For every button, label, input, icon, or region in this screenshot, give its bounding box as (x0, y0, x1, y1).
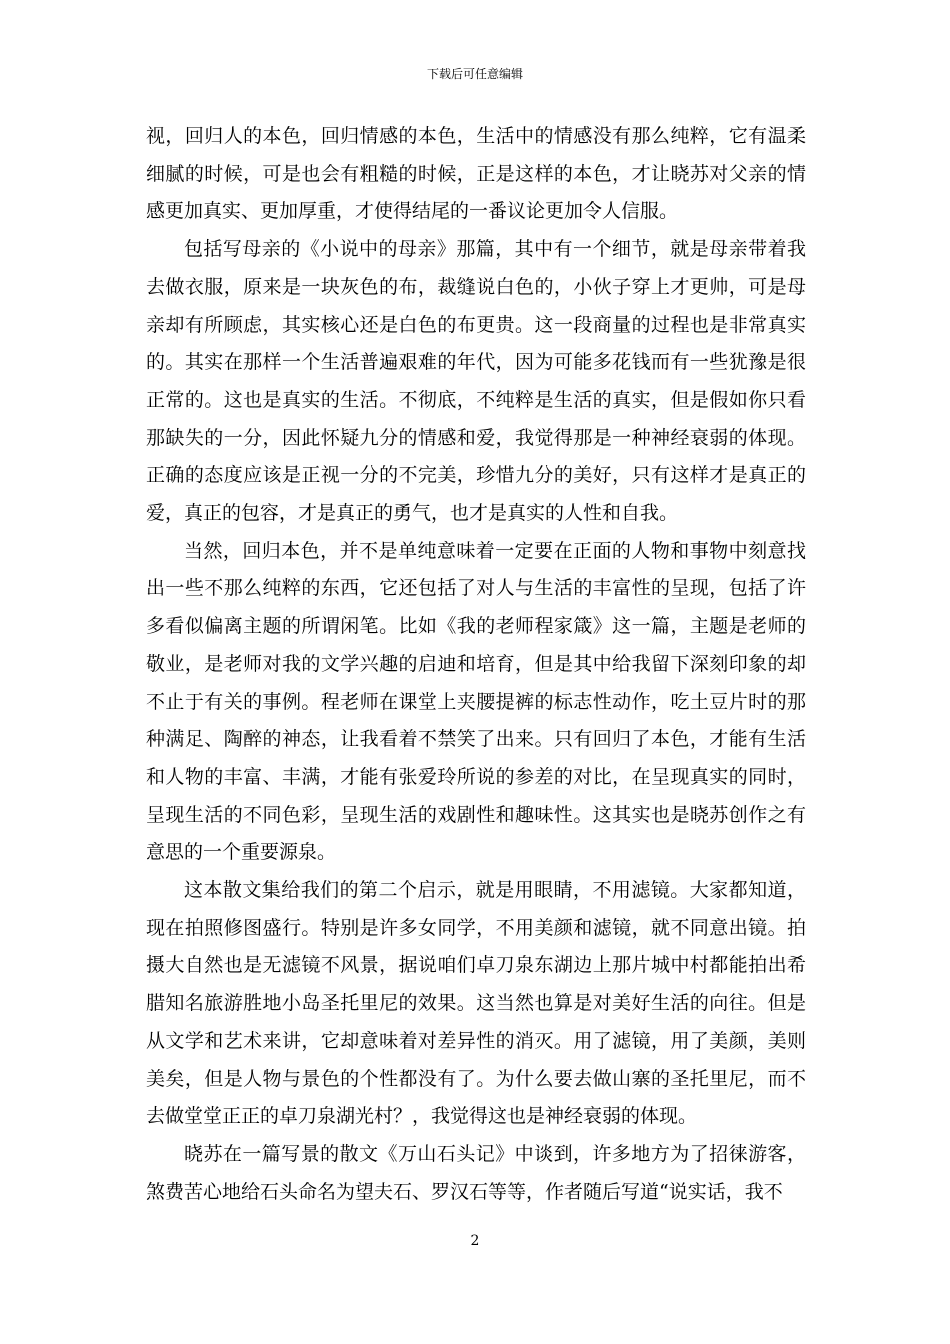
page-header: 下载后可任意编辑 (426, 67, 523, 81)
paragraph-2: 包括写母亲的《小说中的母亲》那篇，其中有一个细节，就是母亲带着我去做衣服，原来是一块灰色的布，裁缝说白色的，小伙子穿上才更帅，可是母亲却有所顾虑，其实核心还是白色的布更贵。这一段商量的过程也是非常真实的。其实在那样一个生活普遍艰难的年代，因为可能多花钱而有一些犹豫是很正常的。这也是真实的生活。不彻底，不纯粹是生活的真实，但是假如你只看那缺失的一分，因此怀疑九分的情感和爱，我觉得那是一种神经衰弱的体现。正确的态度应该是正视一分的不完美，珍惜九分的美好，只有这样才是真正的爱，真正的包容，才是真正的勇气，也才是真实的人性和自我。 (146, 238, 806, 525)
paragraph-4: 这本散文集给我们的第二个启示，就是用眼睛，不用滤镜。大家都知道，现在拍照修图盛行。特别是许多女同学，不用美颜和滤镜，就不同意出镜。拍摄大自然也是无滤镜不风景，据说咱们卓刀泉东湖边上那片城中村都能拍出希腊知名旅游胜地小岛圣托里尼的效果。这当然也算是对美好生活的向往。但是从文学和艺术来讲，它却意味着对差异性的消灭。用了滤镜，用了美颜，美则美矣，但是人物与景色的个性都没有了。为什么要去做山寨的圣托里尼，而不去做堂堂正正的卓刀泉湖光村？，我觉得这也是神经衰弱的体现。 (146, 879, 806, 1128)
paragraph-5: 晓苏在一篇写景的散文《万山石头记》中谈到，许多地方为了招徕游客，煞费苦心地给石头命名为望夫石、罗汉石等等，作者随后写道“说实话，我不 (146, 1142, 806, 1203)
page-number: 2 (470, 1233, 480, 1249)
body-text (146, 118, 806, 1211)
paragraph-3: 当然，回归本色，并不是单纯意味着一定要在正面的人物和事物中刻意找出一些不那么纯粹的东西，它还包括了对人与生活的丰富性的呈现，包括了许多看似偏离主题的所谓闲笔。比如《我的老师程家箴》这一篇，主题是老师的敬业，是老师对我的文学兴趣的启迪和培育，但是其中给我留下深刻印象的却不止于有关的事例。程老师在课堂上夹腰提裤的标志性动作，吃土豆片时的那种满足、陶醉的神态，让我看着不禁笑了出来。只有回归了本色，才能有生活和人物的丰富、丰满，才能有张爱玲所说的参差的对比，在呈现真实的同时，呈现生活的不同色彩，呈现生活的戏剧性和趣味性。这其实也是晓苏创作之有意思的一个重要源泉。 (146, 539, 806, 864)
paragraph-1: 视，回归人的本色，回归情感的本色，生活中的情感没有那么纯粹，它有温柔细腻的时候，可是也会有粗糙的时候，正是这样的本色，才让晓苏对父亲的情感更加真实、更加厚重，才使得结尾的一番议论更加令人信服。 (146, 125, 806, 223)
